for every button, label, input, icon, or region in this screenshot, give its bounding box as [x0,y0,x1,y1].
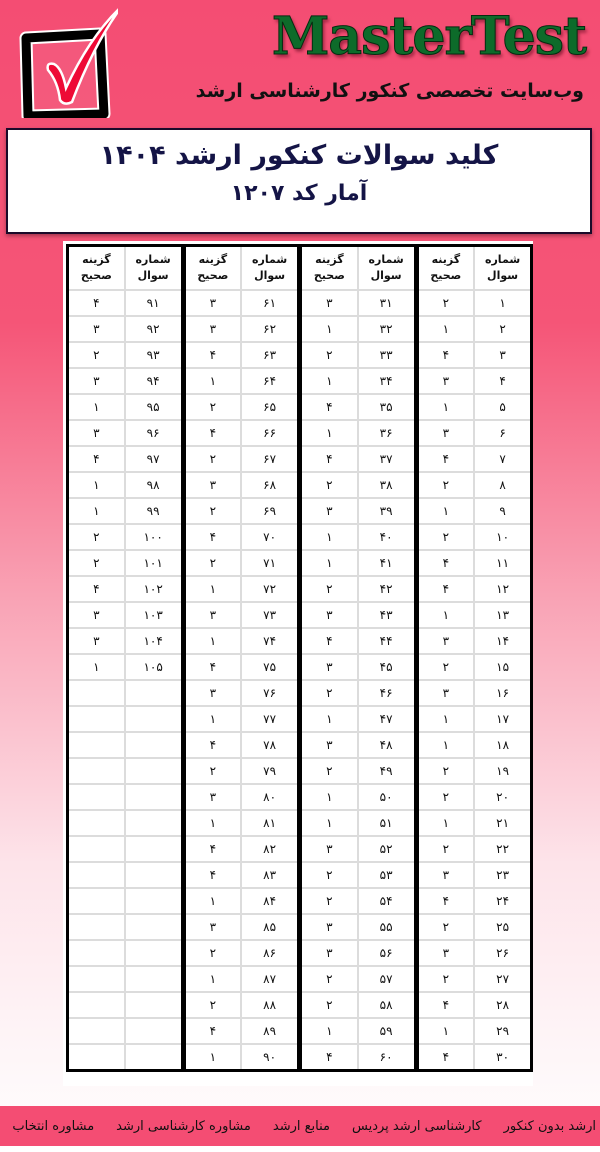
correct-answer-cell: ۳ [183,316,241,342]
question-number-cell: ۴۷ [358,706,416,732]
question-number-cell [125,940,183,966]
question-number-cell: ۶۱ [241,290,299,316]
correct-answer-cell: ۴ [183,654,241,680]
correct-answer-cell [68,732,125,758]
question-number-cell: ۴۸ [358,732,416,758]
correct-answer-cell: ۲ [416,654,474,680]
answer-key-table [66,244,533,1072]
question-number-cell: ۲۵ [474,914,531,940]
correct-answer-cell: ۱ [300,550,358,576]
question-number-cell: ۸ [474,472,531,498]
table-row [68,576,532,602]
question-number-cell: ۵۰ [358,784,416,810]
question-number-cell: ۸۶ [241,940,299,966]
correct-answer-cell: ۳ [68,628,125,654]
correct-answer-cell: ۱ [68,654,125,680]
question-number-cell: ۵۹ [358,1018,416,1044]
table-row [68,316,532,342]
table-row [68,940,532,966]
correct-answer-cell: ۳ [416,368,474,394]
question-number-cell [125,966,183,992]
correct-answer-cell: ۴ [183,420,241,446]
question-number-cell: ۱۰۳ [125,602,183,628]
table-row [68,654,532,680]
correct-answer-cell [68,966,125,992]
correct-answer-cell: ۲ [183,498,241,524]
question-number-cell: ۹ [474,498,531,524]
question-number-cell: ۳۳ [358,342,416,368]
correct-answer-cell [68,888,125,914]
question-number-cell: ۸۱ [241,810,299,836]
question-number-cell: ۳۶ [358,420,416,446]
correct-answer-cell: ۳ [300,940,358,966]
question-number-cell: ۲۶ [474,940,531,966]
question-number-cell: ۲۳ [474,862,531,888]
question-number-cell [125,862,183,888]
question-number-cell: ۱۳ [474,602,531,628]
question-number-cell: ۲۷ [474,966,531,992]
correct-answer-cell: ۴ [300,446,358,472]
correct-answer-cell: ۴ [183,862,241,888]
question-number-cell: ۵۶ [358,940,416,966]
header-question-number: شماره سوال [358,246,416,291]
question-number-cell: ۴۹ [358,758,416,784]
correct-answer-cell [68,992,125,1018]
question-number-cell: ۶۴ [241,368,299,394]
correct-answer-cell: ۴ [183,524,241,550]
question-number-cell: ۶۷ [241,446,299,472]
correct-answer-cell: ۴ [183,342,241,368]
question-number-cell: ۳۴ [358,368,416,394]
correct-answer-cell: ۱ [300,368,358,394]
question-number-cell: ۵۵ [358,914,416,940]
question-number-cell: ۳۵ [358,394,416,420]
question-number-cell: ۹۱ [125,290,183,316]
correct-answer-cell: ۲ [300,758,358,784]
question-number-cell: ۵۸ [358,992,416,1018]
question-number-cell [125,758,183,784]
correct-answer-cell: ۲ [183,446,241,472]
page-subtitle: آمار کد ۱۲۰۷ [230,181,368,206]
question-number-cell [125,836,183,862]
question-number-cell: ۵۴ [358,888,416,914]
question-number-cell: ۷۰ [241,524,299,550]
question-number-cell: ۵ [474,394,531,420]
question-number-cell: ۱۴ [474,628,531,654]
correct-answer-cell: ۳ [416,420,474,446]
question-number-cell: ۲ [474,316,531,342]
table-row [68,862,532,888]
table-row [68,758,532,784]
question-number-cell: ۷۹ [241,758,299,784]
correct-answer-cell: ۳ [183,472,241,498]
correct-answer-cell: ۱ [183,628,241,654]
question-number-cell: ۷۷ [241,706,299,732]
table-row [68,732,532,758]
footer-link[interactable]: کارشناسی ارشد پردیس [352,1118,482,1134]
correct-answer-cell [68,680,125,706]
correct-answer-cell [68,706,125,732]
correct-answer-cell: ۲ [300,680,358,706]
table-row [68,420,532,446]
table-row [68,394,532,420]
question-number-cell: ۲۱ [474,810,531,836]
checkbox-checkmark-icon [18,6,118,118]
page-title: کلید سوالات کنکور ارشد ۱۴۰۴ [99,140,499,171]
correct-answer-cell: ۱ [416,706,474,732]
question-number-cell: ۱۰۰ [125,524,183,550]
question-number-cell: ۳۲ [358,316,416,342]
correct-answer-cell: ۲ [416,472,474,498]
correct-answer-cell: ۳ [300,732,358,758]
footer-nav [0,1106,600,1146]
question-number-cell: ۸۸ [241,992,299,1018]
correct-answer-cell [68,914,125,940]
correct-answer-cell: ۱ [183,1044,241,1071]
correct-answer-cell: ۴ [300,628,358,654]
correct-answer-cell: ۴ [68,446,125,472]
question-number-cell: ۹۲ [125,316,183,342]
question-number-cell: ۶۳ [241,342,299,368]
correct-answer-cell: ۱ [183,368,241,394]
question-number-cell: ۳۸ [358,472,416,498]
correct-answer-cell: ۲ [300,966,358,992]
correct-answer-cell: ۳ [183,602,241,628]
correct-answer-cell: ۱ [68,394,125,420]
correct-answer-cell [68,784,125,810]
correct-answer-cell: ۳ [68,602,125,628]
question-number-cell: ۶۵ [241,394,299,420]
correct-answer-cell: ۱ [416,316,474,342]
correct-answer-cell: ۴ [300,394,358,420]
header-question-number: شماره سوال [125,246,183,291]
question-number-cell: ۶۸ [241,472,299,498]
correct-answer-cell: ۳ [416,862,474,888]
correct-answer-cell: ۴ [416,550,474,576]
question-number-cell: ۷۶ [241,680,299,706]
question-number-cell: ۱۲ [474,576,531,602]
question-number-cell: ۹۰ [241,1044,299,1071]
correct-answer-cell: ۲ [416,784,474,810]
correct-answer-cell: ۴ [183,1018,241,1044]
title-box [6,128,592,234]
question-number-cell: ۳۹ [358,498,416,524]
correct-answer-cell: ۱ [183,576,241,602]
correct-answer-cell [68,758,125,784]
correct-answer-cell: ۲ [300,342,358,368]
question-number-cell: ۱۱ [474,550,531,576]
question-number-cell: ۳۱ [358,290,416,316]
question-number-cell: ۵۲ [358,836,416,862]
table-row [68,550,532,576]
question-number-cell: ۲۲ [474,836,531,862]
question-number-cell: ۷۳ [241,602,299,628]
header-question-number: شماره سوال [241,246,299,291]
question-number-cell: ۸۴ [241,888,299,914]
correct-answer-cell: ۲ [300,576,358,602]
question-number-cell [125,1018,183,1044]
question-number-cell: ۳۷ [358,446,416,472]
correct-answer-cell: ۲ [300,888,358,914]
correct-answer-cell: ۴ [416,888,474,914]
correct-answer-cell: ۲ [68,550,125,576]
correct-answer-cell: ۳ [68,368,125,394]
correct-answer-cell: ۳ [416,680,474,706]
correct-answer-cell: ۳ [183,290,241,316]
correct-answer-cell: ۲ [300,862,358,888]
table-row [68,498,532,524]
table-row [68,966,532,992]
question-number-cell [125,706,183,732]
question-number-cell: ۷۲ [241,576,299,602]
question-number-cell: ۱۹ [474,758,531,784]
table-row [68,446,532,472]
question-number-cell: ۸۷ [241,966,299,992]
question-number-cell [125,888,183,914]
footer-link[interactable]: مشاوره انتخاب [12,1118,95,1134]
footer-link[interactable]: ارشد بدون کنکور [503,1118,596,1134]
question-number-cell: ۴۲ [358,576,416,602]
table-row [68,602,532,628]
correct-answer-cell: ۲ [68,342,125,368]
question-number-cell: ۸۰ [241,784,299,810]
question-number-cell: ۹۸ [125,472,183,498]
question-number-cell: ۱۰۲ [125,576,183,602]
question-number-cell: ۹۴ [125,368,183,394]
correct-answer-cell: ۴ [183,836,241,862]
correct-answer-cell: ۳ [300,602,358,628]
question-number-cell: ۴ [474,368,531,394]
correct-answer-cell: ۱ [183,810,241,836]
correct-answer-cell: ۳ [416,628,474,654]
correct-answer-cell: ۲ [416,836,474,862]
table-row [68,368,532,394]
correct-answer-cell: ۳ [68,316,125,342]
question-number-cell: ۷۸ [241,732,299,758]
correct-answer-cell: ۲ [416,758,474,784]
correct-answer-cell: ۳ [416,940,474,966]
correct-answer-cell: ۴ [416,446,474,472]
table-row [68,628,532,654]
question-number-cell: ۶۲ [241,316,299,342]
table-row [68,706,532,732]
question-number-cell [125,992,183,1018]
correct-answer-cell: ۳ [183,680,241,706]
correct-answer-cell: ۴ [68,290,125,316]
correct-answer-cell: ۳ [300,836,358,862]
correct-answer-cell [68,862,125,888]
question-number-cell: ۴۱ [358,550,416,576]
table-row [68,810,532,836]
question-number-cell: ۹۵ [125,394,183,420]
question-number-cell [125,1044,183,1071]
question-number-cell: ۱۰۴ [125,628,183,654]
question-number-cell: ۴۶ [358,680,416,706]
table-row [68,888,532,914]
question-number-cell [125,810,183,836]
header-question-number: شماره سوال [474,246,531,291]
correct-answer-cell: ۱ [416,394,474,420]
question-number-cell: ۳۰ [474,1044,531,1071]
question-number-cell: ۸۳ [241,862,299,888]
question-number-cell: ۶ [474,420,531,446]
correct-answer-cell: ۱ [300,316,358,342]
correct-answer-cell: ۱ [183,706,241,732]
header-correct-answer: گزینه صحیح [68,246,125,291]
correct-answer-cell: ۲ [183,992,241,1018]
correct-answer-cell: ۱ [183,966,241,992]
correct-answer-cell: ۱ [416,732,474,758]
brand-name: MasterTest [271,6,586,67]
footer-link[interactable]: مشاوره کارشناسی ارشد [116,1118,251,1134]
question-number-cell: ۸۵ [241,914,299,940]
correct-answer-cell: ۱ [300,706,358,732]
correct-answer-cell: ۴ [416,576,474,602]
table-header-row [68,246,532,291]
question-number-cell: ۴۳ [358,602,416,628]
correct-answer-cell: ۲ [183,940,241,966]
question-number-cell [125,914,183,940]
question-number-cell: ۷ [474,446,531,472]
question-number-cell: ۱۶ [474,680,531,706]
correct-answer-cell: ۱ [300,524,358,550]
question-number-cell: ۱۵ [474,654,531,680]
table-row [68,914,532,940]
correct-answer-cell: ۳ [300,654,358,680]
question-number-cell: ۵۷ [358,966,416,992]
question-number-cell: ۱۰۱ [125,550,183,576]
correct-answer-cell: ۲ [416,290,474,316]
correct-answer-cell: ۳ [68,420,125,446]
question-number-cell: ۹۷ [125,446,183,472]
correct-answer-cell: ۳ [183,784,241,810]
table-row [68,1018,532,1044]
correct-answer-cell: ۲ [183,394,241,420]
correct-answer-cell: ۱ [68,472,125,498]
question-number-cell [125,732,183,758]
correct-answer-cell: ۳ [300,914,358,940]
correct-answer-cell: ۳ [183,914,241,940]
correct-answer-cell: ۱ [300,784,358,810]
correct-answer-cell [68,1044,125,1071]
footer-link[interactable]: منابع ارشد [272,1118,330,1134]
question-number-cell: ۸۹ [241,1018,299,1044]
question-number-cell: ۷۴ [241,628,299,654]
question-number-cell: ۲۰ [474,784,531,810]
table-row [68,992,532,1018]
question-number-cell: ۱۰۵ [125,654,183,680]
correct-answer-cell: ۴ [416,992,474,1018]
correct-answer-cell: ۲ [183,758,241,784]
question-number-cell: ۱۰ [474,524,531,550]
question-number-cell: ۱ [474,290,531,316]
correct-answer-cell: ۲ [416,524,474,550]
question-number-cell: ۲۸ [474,992,531,1018]
question-number-cell [125,784,183,810]
question-number-cell: ۴۴ [358,628,416,654]
correct-answer-cell: ۱ [416,1018,474,1044]
correct-answer-cell [68,1018,125,1044]
question-number-cell: ۱۷ [474,706,531,732]
correct-answer-cell: ۴ [416,1044,474,1071]
correct-answer-cell [68,836,125,862]
correct-answer-cell: ۴ [416,342,474,368]
table-row [68,524,532,550]
question-number-cell: ۱۸ [474,732,531,758]
correct-answer-cell: ۱ [300,420,358,446]
question-number-cell: ۳ [474,342,531,368]
question-number-cell [125,680,183,706]
table-row [68,290,532,316]
correct-answer-cell: ۱ [300,1018,358,1044]
question-number-cell: ۶۰ [358,1044,416,1071]
correct-answer-cell: ۴ [183,732,241,758]
question-number-cell: ۵۱ [358,810,416,836]
correct-answer-cell: ۲ [68,524,125,550]
correct-answer-cell: ۳ [300,290,358,316]
correct-answer-cell: ۲ [183,550,241,576]
correct-answer-cell [68,940,125,966]
table-row [68,836,532,862]
correct-answer-cell: ۱ [416,602,474,628]
question-number-cell: ۴۵ [358,654,416,680]
question-number-cell: ۹۶ [125,420,183,446]
correct-answer-cell: ۲ [300,992,358,1018]
correct-answer-cell: ۱ [183,888,241,914]
logo [18,6,118,118]
question-number-cell: ۷۱ [241,550,299,576]
table-row [68,680,532,706]
correct-answer-cell: ۲ [416,966,474,992]
question-number-cell: ۸۲ [241,836,299,862]
header-correct-answer: گزینه صحیح [300,246,358,291]
table-row [68,784,532,810]
question-number-cell: ۴۰ [358,524,416,550]
correct-answer-cell: ۱ [300,810,358,836]
correct-answer-cell [68,810,125,836]
answer-key-table-container [63,241,533,1086]
question-number-cell: ۲۴ [474,888,531,914]
correct-answer-cell: ۳ [300,498,358,524]
correct-answer-cell: ۴ [68,576,125,602]
question-number-cell: ۶۶ [241,420,299,446]
correct-answer-cell: ۲ [416,914,474,940]
header-correct-answer: گزینه صحیح [183,246,241,291]
correct-answer-cell: ۱ [68,498,125,524]
table-row [68,472,532,498]
correct-answer-cell: ۱ [416,810,474,836]
question-number-cell: ۹۹ [125,498,183,524]
question-number-cell: ۶۹ [241,498,299,524]
correct-answer-cell: ۲ [300,472,358,498]
question-number-cell: ۵۳ [358,862,416,888]
correct-answer-cell: ۴ [300,1044,358,1071]
correct-answer-cell: ۱ [416,498,474,524]
question-number-cell: ۹۳ [125,342,183,368]
table-row [68,1044,532,1071]
header-correct-answer: گزینه صحیح [416,246,474,291]
question-number-cell: ۷۵ [241,654,299,680]
table-row [68,342,532,368]
tagline: وب‌سایت تخصصی کنکور کارشناسی ارشد [195,80,584,102]
question-number-cell: ۲۹ [474,1018,531,1044]
